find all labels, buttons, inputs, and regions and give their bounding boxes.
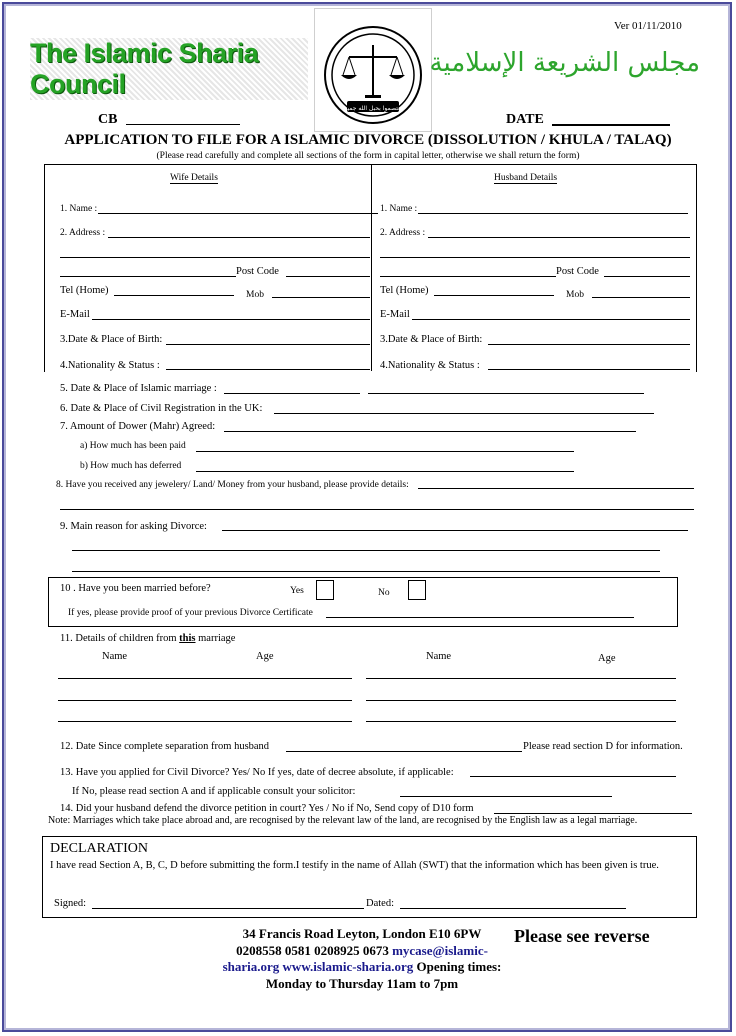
q13-field[interactable] [470, 776, 676, 777]
q7a-label: a) How much has been paid [80, 441, 186, 451]
q10-yes-checkbox[interactable] [316, 580, 334, 600]
wife-email-label: E-Mail [60, 309, 90, 320]
wife-heading: Wife Details [170, 173, 218, 183]
child-row-1-right[interactable] [366, 678, 676, 679]
footer-phones: 0208558 0581 0208925 0673 [236, 942, 393, 958]
husband-email-field[interactable] [412, 319, 690, 320]
footer-email-b[interactable]: sharia.org [222, 959, 280, 974]
wife-postcode-field[interactable] [286, 276, 370, 277]
wife-nationality-label: 4.Nationality & Status : [60, 360, 160, 371]
q7b-label: b) How much has deferred [80, 461, 182, 471]
q5-field-1[interactable] [224, 393, 360, 394]
husband-nationality-field[interactable] [488, 369, 690, 370]
husband-tel-field[interactable] [434, 295, 554, 296]
husband-dob-label: 3.Date & Place of Birth: [380, 334, 483, 345]
footer-phones-line [214, 943, 510, 960]
q10-no-label: No [378, 588, 390, 598]
footer-address: 34 Francis Road Leyton, London E10 6PW [242, 926, 482, 941]
scales-emblem-icon [314, 8, 432, 132]
wife-address-label: 2. Address : [60, 228, 106, 238]
form-title: APPLICATION TO FILE FOR A ISLAMIC DIVORCE (DISSOLUTION / KHULA / TALAQ) [64, 132, 672, 148]
wife-tel-field[interactable] [114, 295, 234, 296]
footer-hours: Monday to Thursday 11am to 7pm [265, 975, 459, 991]
husband-postcode-label: Post Code [556, 266, 599, 277]
wife-dob-label: 3.Date & Place of Birth: [60, 334, 163, 345]
q8-label: 8. Have you received any jewelery/ Land/ Money from your husband, please provide details: [56, 480, 409, 490]
wife-mob-label: Mob [246, 290, 264, 300]
wife-mob-field[interactable] [272, 297, 370, 298]
q13-note: If No, please read section A and if applicable consult your solicitor: [72, 786, 356, 797]
wife-address-field-2[interactable] [60, 257, 370, 258]
husband-heading: Husband Details [494, 173, 558, 183]
wife-name-label: 1. Name : [60, 204, 98, 214]
husband-mob-field[interactable] [592, 297, 690, 298]
wife-tel-label: Tel (Home) [60, 285, 109, 296]
q9-field-3[interactable] [72, 571, 660, 572]
q14-label: 14. Did your husband defend the divorce petition in court? Yes / No if No, Send copy of D10 form [60, 803, 474, 814]
q7-label: 7. Amount of Dower (Mahr) Agreed: [60, 421, 216, 432]
q6-field[interactable] [274, 413, 654, 414]
wife-address-field-1[interactable] [108, 237, 370, 238]
footer-email-a[interactable]: mycase@islamic- [392, 942, 488, 958]
child-row-3-right[interactable] [366, 721, 676, 722]
org-name-arabic: مجلس الشريعة الإسلامية [429, 48, 700, 78]
org-name-english: The Islamic Sharia Council [30, 38, 259, 99]
form-instructions: (Please read carefully and complete all sections of the form in capital letter, otherwise we shall return the form) [156, 151, 580, 161]
q12-field[interactable] [286, 751, 522, 752]
q10-label: 10 . Have you been married before? [60, 583, 211, 594]
declaration-text: I have read Section A, B, C, D before submitting the form.I testify in the name of Allah (SWT) that the information which has been given is true. [50, 860, 659, 871]
marriage-note: Note: Marriages which take place abroad and, are recognised by the relevant law of the land, are recognised by the English law as a legal marriage. [48, 815, 638, 826]
q7a-field[interactable] [196, 451, 574, 452]
children-col-name-1: Name [102, 651, 128, 662]
husband-nationality-label: 4.Nationality & Status : [380, 360, 480, 371]
q6-label: 6. Date & Place of Civil Registration in the UK: [60, 403, 263, 414]
wife-postcode-label: Post Code [236, 266, 279, 277]
q14-field[interactable] [494, 813, 692, 814]
version-label: Ver 01/11/2010 [614, 20, 682, 32]
husband-name-field[interactable] [418, 213, 688, 214]
q11-label-bold: this [179, 633, 196, 644]
wife-address-field-3[interactable] [60, 276, 236, 277]
q7b-field[interactable] [196, 471, 574, 472]
footer-web-line [214, 959, 510, 976]
signature-field[interactable] [92, 908, 364, 909]
children-col-age-1: Age [256, 651, 274, 662]
husband-name-label: 1. Name : [380, 204, 418, 214]
q9-label: 9. Main reason for asking Divorce: [60, 521, 207, 532]
see-reverse: Please see reverse [514, 926, 650, 946]
husband-address-label: 2. Address : [380, 228, 426, 238]
husband-address-field-1[interactable] [428, 237, 690, 238]
org-logo-english [30, 38, 308, 100]
q8-field-2[interactable] [60, 509, 694, 510]
signed-label: Signed: [54, 898, 87, 909]
wife-email-field[interactable] [92, 319, 370, 320]
emblem-text: اعتصموا بحبل الله جميعا [342, 105, 404, 112]
husband-postcode-field[interactable] [604, 276, 690, 277]
q11-label-pre: 11. Details of children from [60, 633, 180, 644]
q5-field-2[interactable] [368, 393, 644, 394]
cb-field[interactable] [126, 124, 240, 125]
declaration-heading: DECLARATION [50, 841, 148, 856]
details-divider [371, 164, 372, 371]
husband-email-label: E-Mail [380, 309, 410, 320]
q10-no-checkbox[interactable] [408, 580, 426, 600]
children-col-name-2: Name [426, 651, 452, 662]
husband-mob-label: Mob [566, 290, 584, 300]
q11-label [60, 633, 235, 644]
footer-contact [214, 926, 510, 992]
q7-field[interactable] [224, 431, 636, 432]
q10-note: If yes, please provide proof of your previous Divorce Certificate [68, 608, 313, 618]
cb-label: CB [98, 112, 118, 127]
dated-label: Dated: [366, 898, 394, 909]
q5-label: 5. Date & Place of Islamic marriage : [60, 383, 217, 394]
footer-opening: Opening times: [413, 959, 502, 974]
dated-field[interactable] [400, 908, 626, 909]
date-label: DATE [506, 112, 544, 127]
wife-dob-field[interactable] [166, 344, 370, 345]
child-row-2-right[interactable] [366, 700, 676, 701]
q10-yes-label: Yes [290, 586, 304, 596]
q11-label-post: marriage [195, 633, 236, 644]
q8-field-1[interactable] [418, 488, 694, 489]
wife-nationality-field[interactable] [166, 369, 370, 370]
husband-tel-label: Tel (Home) [380, 285, 429, 296]
wife-name-field[interactable] [98, 213, 378, 214]
footer-website[interactable]: www.islamic-sharia.org [282, 959, 414, 974]
child-row-3-left[interactable] [58, 721, 352, 722]
date-field[interactable] [552, 124, 670, 126]
q9-field-1[interactable] [222, 530, 688, 531]
q12-label: 12. Date Since complete separation from husband [60, 741, 270, 752]
husband-address-field-2[interactable] [380, 257, 690, 258]
q13-note-field[interactable] [400, 796, 612, 797]
q12-note: Please read section D for information. [523, 741, 683, 752]
child-row-2-left[interactable] [58, 700, 352, 701]
children-col-age-2: Age [598, 653, 616, 664]
q10-field[interactable] [326, 617, 634, 618]
husband-dob-field[interactable] [488, 344, 690, 345]
q9-field-2[interactable] [72, 550, 660, 551]
child-row-1-left[interactable] [58, 678, 352, 679]
husband-address-field-3[interactable] [380, 276, 556, 277]
q13-label: 13. Have you applied for Civil Divorce? Yes/ No If yes, date of decree absolute, if applicable: [60, 767, 454, 778]
